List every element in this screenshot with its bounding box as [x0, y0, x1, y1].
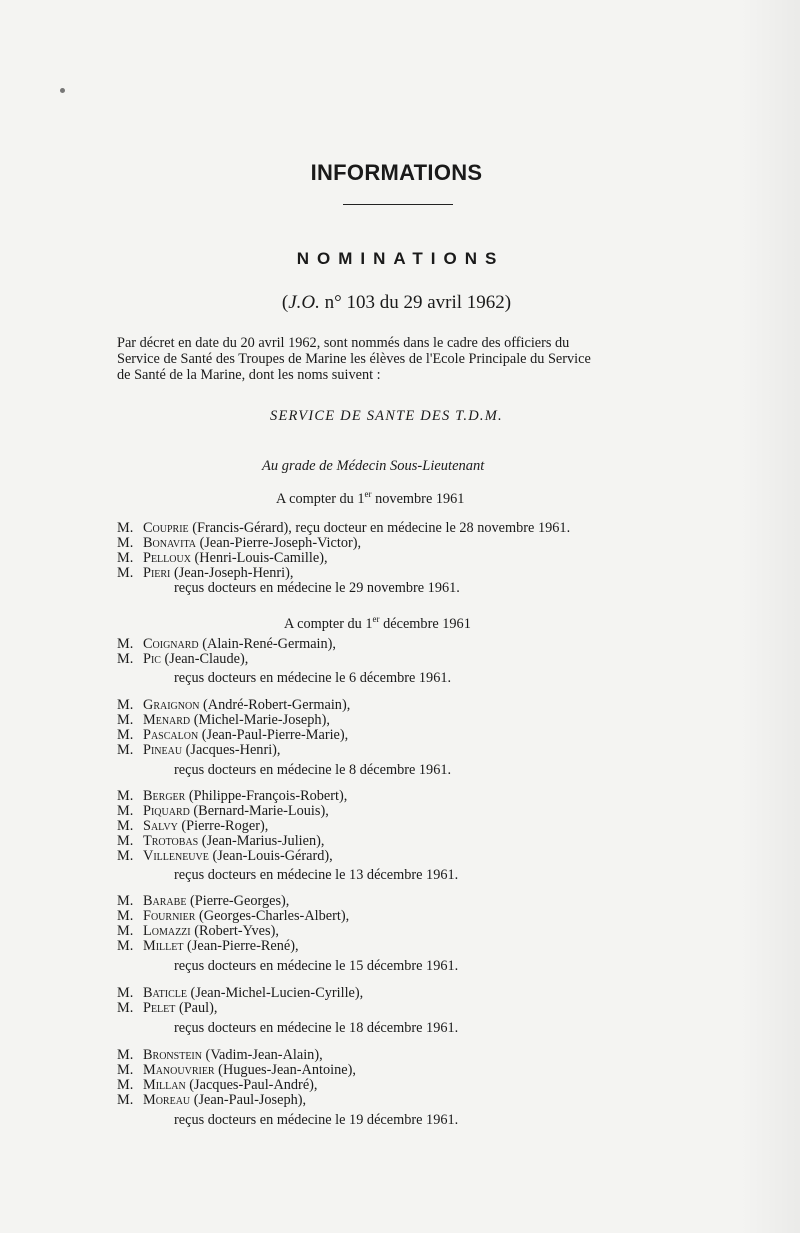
surname: Millan [143, 1077, 186, 1093]
surname: Menard [143, 712, 191, 728]
list-item: M. Bonavita (Jean-Pierre-Joseph-Victor), [117, 535, 362, 551]
service-heading: SERVICE DE SANTE DES T.D.M. [270, 408, 503, 424]
list-item: M. Barabe (Pierre-Georges), [117, 893, 290, 909]
surname: Piquard [143, 803, 190, 819]
surname: Pelet [143, 1000, 176, 1016]
list-item: M. Pic (Jean-Claude), [117, 651, 249, 667]
surname: Pineau [143, 742, 183, 758]
title-rule [343, 204, 453, 205]
surname: Pieri [143, 565, 171, 581]
surname: Millet [143, 938, 184, 954]
jo-abbrev: J.O. [288, 292, 320, 313]
degree-note: reçus docteurs en médecine le 13 décembre 1961. [174, 867, 459, 883]
degree-note: reçus docteurs en médecine le 8 décembre 1961. [174, 762, 452, 778]
list-item: M. Pascalon (Jean-Paul-Pierre-Marie), [117, 727, 349, 743]
degree-note: reçus docteurs en médecine le 19 décembre 1961. [174, 1112, 459, 1128]
surname: Manouvrier [143, 1062, 215, 1078]
intro-line: Par décret en date du 20 avril 1962, sont nommés dans le cadre des officiers du [117, 335, 570, 351]
surname: Pelloux [143, 550, 191, 566]
surname: Trotobas [143, 833, 199, 849]
list-item: M. Pelloux (Henri-Louis-Camille), [117, 550, 328, 566]
intro-paragraph [117, 335, 700, 383]
list-item: M. Moreau (Jean-Paul-Joseph), [117, 1092, 307, 1108]
list-item: M. Trotobas (Jean-Marius-Julien), [117, 833, 325, 849]
surname: Bronstein [143, 1047, 202, 1063]
list-item: M. Piquard (Bernard-Marie-Louis), [117, 803, 329, 819]
list-item: M. Lomazzi (Robert-Yves), [117, 923, 279, 939]
list-item: M. Salvy (Pierre-Roger), [117, 818, 269, 834]
date-heading: A compter du 1er novembre 1961 [276, 489, 465, 507]
journal-reference [0, 292, 793, 314]
date-heading: A compter du 1er décembre 1961 [284, 614, 471, 632]
list-item: M. Berger (Philippe-François-Robert), [117, 788, 348, 804]
grade-heading: Au grade de Médecin Sous-Lieutenant [262, 458, 485, 474]
surname: Pascalon [143, 727, 199, 743]
list-item: M. Pelet (Paul), [117, 1000, 218, 1016]
section-heading: NOMINATIONS [296, 249, 505, 268]
jo-rest: n° 103 du 29 avril 1962) [319, 292, 512, 313]
jo-open-paren: ( [281, 292, 289, 313]
list-item: M. Baticle (Jean-Michel-Lucien-Cyrille), [117, 985, 364, 1001]
surname: Lomazzi [143, 923, 191, 939]
surname: Barabe [143, 893, 187, 909]
surname: Coignard [143, 636, 199, 652]
intro-line: Service de Santé des Troupes de Marine les élèves de l'Ecole Principale du Service [117, 351, 591, 367]
scan-speck [60, 88, 65, 93]
page-title: INFORMATIONS [310, 160, 483, 185]
surname: Bonavita [143, 535, 196, 551]
list-item: M. Fournier (Georges-Charles-Albert), [117, 908, 350, 924]
list-item: M. Coignard (Alain-René-Germain), [117, 636, 337, 652]
list-item: M. Pieri (Jean-Joseph-Henri), [117, 565, 294, 581]
list-item: M. Couprie (Francis-Gérard), reçu docteur en médecine le 28 novembre 1961. [117, 520, 571, 536]
list-item: M. Graignon (André-Robert-Germain), [117, 697, 351, 713]
list-item: M. Bronstein (Vadim-Jean-Alain), [117, 1047, 323, 1063]
list-item: M. Villeneuve (Jean-Louis-Gérard), [117, 848, 333, 864]
list-item: M. Pineau (Jacques-Henri), [117, 742, 281, 758]
surname: Couprie [143, 520, 189, 536]
degree-note: reçus docteurs en médecine le 18 décembre 1961. [174, 1020, 459, 1036]
degree-note: reçus docteurs en médecine le 29 novembre 1961. [174, 580, 460, 596]
surname: Pic [143, 651, 161, 667]
surname: Salvy [143, 818, 178, 834]
surname: Baticle [143, 985, 187, 1001]
degree-note: reçus docteurs en médecine le 6 décembre 1961. [174, 670, 452, 686]
surname: Fournier [143, 908, 196, 924]
surname: Berger [143, 788, 186, 804]
surname: Villeneuve [143, 848, 209, 864]
list-item: M. Millan (Jacques-Paul-André), [117, 1077, 318, 1093]
list-item: M. Menard (Michel-Marie-Joseph), [117, 712, 330, 728]
list-item: M. Manouvrier (Hugues-Jean-Antoine), [117, 1062, 356, 1078]
intro-line: de Santé de la Marine, dont les noms suivent : [117, 367, 381, 383]
degree-note: reçus docteurs en médecine le 15 décembre 1961. [174, 958, 459, 974]
surname: Moreau [143, 1092, 191, 1108]
surname: Graignon [143, 697, 200, 713]
list-item: M. Millet (Jean-Pierre-René), [117, 938, 299, 954]
